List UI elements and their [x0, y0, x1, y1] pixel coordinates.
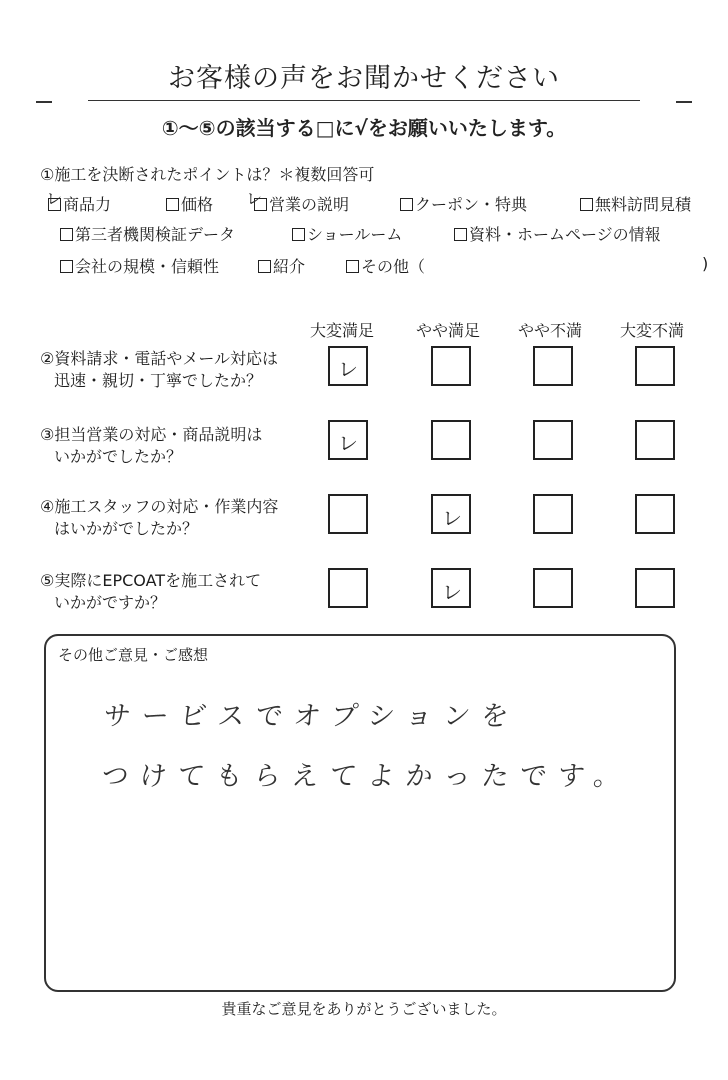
option-label: 紹介: [273, 257, 306, 276]
option-label: 営業の説明: [269, 195, 350, 214]
option-label: 資料・ホームページの情報: [469, 225, 661, 244]
scale-very-dissatisfied: 大変不満: [620, 321, 685, 340]
q5-very-satisfied-checkbox[interactable]: [328, 568, 368, 608]
option-materials-homepage[interactable]: [454, 222, 661, 245]
title-dash-left: [36, 101, 52, 103]
option-label: その他（: [361, 257, 426, 276]
q5-somewhat-dissatisfied-checkbox[interactable]: [533, 568, 573, 608]
scale-very-satisfied: 大変満足: [310, 321, 375, 340]
q5-somewhat-satisfied-checkbox[interactable]: [431, 568, 471, 608]
option-label: 価格: [181, 195, 214, 214]
question-1-text: ①施工を決断されたポイントは？＊複数回答可: [40, 165, 375, 184]
question-line: ⑤実際にEPCOATを施工されて: [40, 571, 262, 590]
question-line: いかがですか？: [54, 593, 167, 612]
option-company-scale[interactable]: [60, 254, 219, 277]
checkbox[interactable]: [580, 198, 593, 211]
question-line: ②資料請求・電話やメール対応は: [40, 349, 279, 368]
thank-you-message: 貴重なご意見をありがとうございました。: [221, 1000, 507, 1018]
scale-somewhat-satisfied: やや満足: [416, 321, 481, 340]
option-label: 会社の規模・信頼性: [75, 257, 220, 276]
q2-very-dissatisfied-checkbox[interactable]: [635, 346, 675, 386]
checkbox[interactable]: [60, 228, 73, 241]
checkbox[interactable]: [454, 228, 467, 241]
checkbox[interactable]: [258, 260, 271, 273]
q2-somewhat-satisfied-checkbox[interactable]: [431, 346, 471, 386]
q2-somewhat-dissatisfied-checkbox[interactable]: [533, 346, 573, 386]
question-3-text: [40, 424, 330, 468]
scale-somewhat-dissatisfied: やや不満: [518, 321, 583, 340]
question-2-text: [40, 348, 330, 392]
question-line: 迅速・親切・丁寧でしたか？: [54, 371, 263, 390]
check-mark: レ: [442, 506, 462, 530]
check-mark: レ: [442, 580, 462, 604]
question-5-text: [40, 570, 330, 614]
handwritten-comment-line-1: サービスでオプションを: [102, 701, 521, 732]
option-price[interactable]: [166, 192, 213, 215]
comments-label: その他ご意見・ご感想: [58, 646, 209, 664]
check-mark: レ: [46, 189, 63, 208]
question-4-text: [40, 496, 330, 540]
question-line: いかがでしたか？: [54, 447, 183, 466]
option-label: ショールーム: [307, 225, 403, 244]
q3-somewhat-satisfied-checkbox[interactable]: [431, 420, 471, 460]
check-mark: レ: [246, 189, 263, 208]
checkbox[interactable]: [346, 260, 359, 273]
q3-somewhat-dissatisfied-checkbox[interactable]: [533, 420, 573, 460]
option-referral[interactable]: [258, 254, 305, 277]
title-dash-right: [676, 101, 692, 103]
q5-very-dissatisfied-checkbox[interactable]: [635, 568, 675, 608]
q4-very-satisfied-checkbox[interactable]: [328, 494, 368, 534]
question-line: ③担当営業の対応・商品説明は: [40, 425, 263, 444]
question-line: はいかがでしたか？: [54, 519, 199, 538]
option-sales-explanation[interactable]: [254, 192, 349, 215]
handwritten-comment-line-2: つけてもらえてよかったです。: [100, 761, 634, 792]
q4-somewhat-satisfied-checkbox[interactable]: [431, 494, 471, 534]
option-label: クーポン・特典: [415, 195, 528, 214]
option-other[interactable]: [346, 254, 425, 277]
question-line: ④施工スタッフの対応・作業内容: [40, 497, 279, 516]
option-label: 商品力: [63, 195, 112, 214]
option-third-party-data[interactable]: [60, 222, 235, 245]
checkbox[interactable]: [60, 260, 73, 273]
checkbox[interactable]: [400, 198, 413, 211]
option-label: 無料訪問見積: [595, 195, 692, 214]
title-underline: [88, 100, 640, 101]
checkbox[interactable]: [166, 198, 179, 211]
check-mark: レ: [338, 431, 358, 455]
q2-very-satisfied-checkbox[interactable]: [328, 346, 368, 386]
option-label: 第三者機関検証データ: [75, 225, 236, 244]
option-free-estimate[interactable]: [580, 192, 691, 215]
checkbox[interactable]: [292, 228, 305, 241]
option-other-close: ): [702, 254, 709, 273]
check-mark: レ: [338, 357, 358, 381]
q3-very-satisfied-checkbox[interactable]: [328, 420, 368, 460]
q3-very-dissatisfied-checkbox[interactable]: [635, 420, 675, 460]
q4-somewhat-dissatisfied-checkbox[interactable]: [533, 494, 573, 534]
comments-box[interactable]: [44, 634, 676, 992]
option-showroom[interactable]: [292, 222, 402, 245]
survey-instructions: ①〜⑤の該当する□に√をお願いいたします。: [161, 116, 567, 140]
option-coupon[interactable]: [400, 192, 527, 215]
q4-very-dissatisfied-checkbox[interactable]: [635, 494, 675, 534]
survey-title: お客様の声をお聞かせください: [168, 63, 560, 94]
